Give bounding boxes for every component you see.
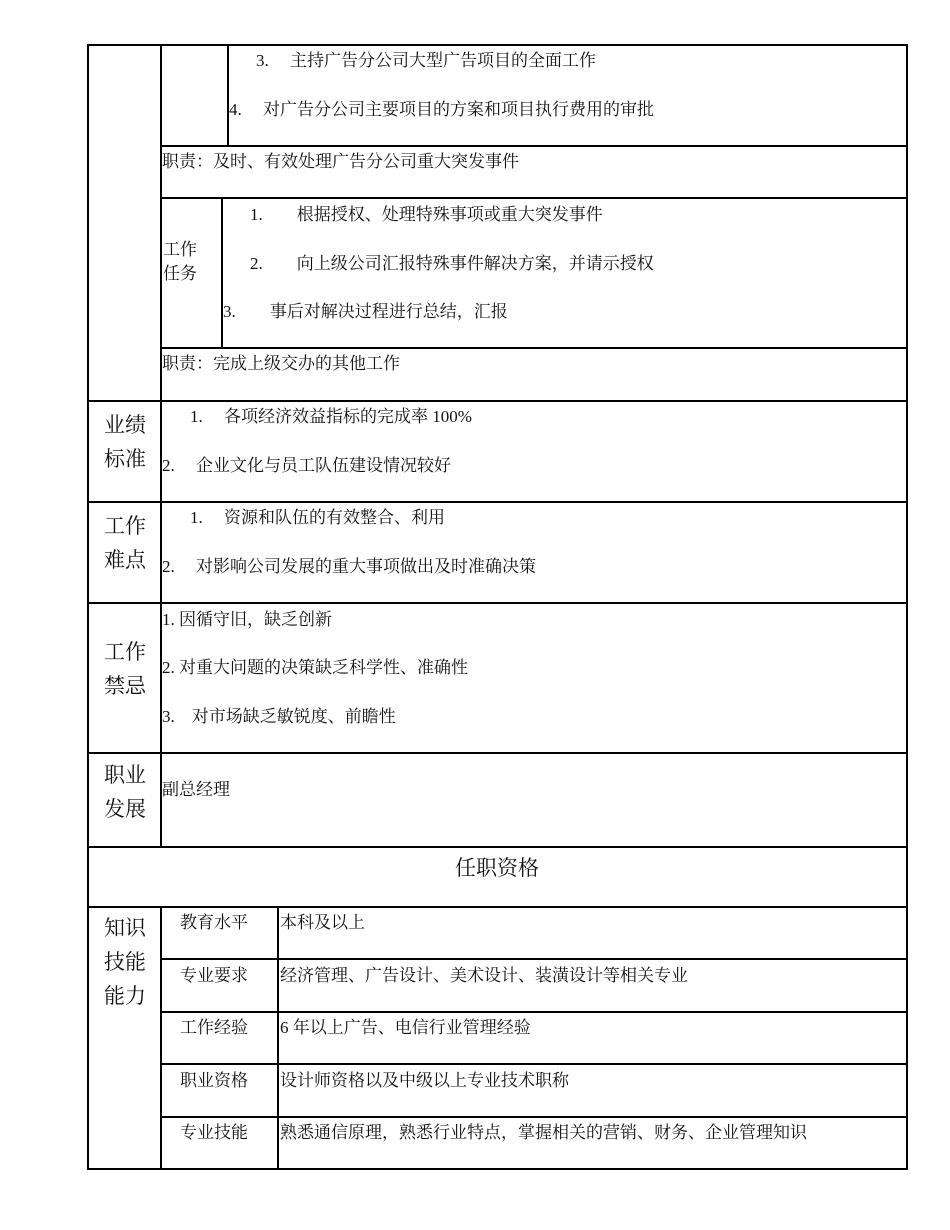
table-border-top [88,44,907,46]
qualification-key: 教育水平 [180,913,248,932]
taboo-item: 1. 因循守旧，缺乏创新 [162,610,332,629]
performance-item: 1. 各项经济效益指标的完成率 100% [190,407,472,426]
row-divider [160,197,907,199]
qualification-value: 设计师资格以及中级以上专业技术职称 [280,1071,569,1090]
table-border-right [906,44,908,1170]
row-divider [88,501,907,503]
task-item: 3. 主持广告分公司大型广告项目的全面工作 [256,51,596,70]
task-item: 4. 对广告分公司主要项目的方案和项目执行费用的审批 [229,100,654,119]
row-divider [88,400,907,402]
column-divider [227,44,229,146]
taboo-item: 3. 对市场缺乏敏锐度、前瞻性 [162,707,396,726]
qualification-key: 专业技能 [180,1123,248,1142]
column-divider [221,197,223,348]
row-divider [160,1063,907,1065]
row-divider [160,347,907,349]
career-label: 职业 发展 [104,763,146,821]
performance-item: 2. 企业文化与员工队伍建设情况较好 [162,456,451,475]
row-divider [160,1011,907,1013]
table-border-bottom [88,1168,907,1170]
difficulty-item: 2. 对影响公司发展的重大事项做出及时准确决策 [162,557,536,576]
knowledge-skill-label: 知识 技能 能力 [104,916,146,1008]
row-divider [160,958,907,960]
qualification-title: 任职资格 [455,856,539,880]
qualification-value: 6 年以上广告、电信行业管理经验 [280,1018,531,1037]
row-divider [88,602,907,604]
row-divider [88,752,907,754]
qualification-key: 专业要求 [180,966,248,985]
taboo-label: 工作 禁忌 [104,640,146,698]
row-divider [160,145,907,147]
row-divider [160,1116,907,1118]
task-item: 3. 事后对解决过程进行总结，汇报 [223,302,508,321]
difficulty-label: 工作 难点 [104,514,146,572]
career-value: 副总经理 [162,780,230,799]
qualification-key: 职业资格 [180,1071,248,1090]
column-divider [160,906,162,1170]
performance-label: 业绩 标准 [104,413,146,471]
difficulty-item: 1. 资源和队伍的有效整合、利用 [190,508,445,527]
table-border-left [87,44,89,1170]
task-item: 1. 根据授权、处理特殊事项或重大突发事件 [250,205,603,224]
qualification-value: 熟悉通信原理，熟悉行业特点，掌握相关的营销、财务、企业管理知识 [280,1123,807,1142]
qualification-key: 工作经验 [180,1018,248,1037]
taboo-item: 2. 对重大问题的决策缺乏科学性、准确性 [162,658,468,677]
duty-text: 职责：及时、有效处理广告分公司重大突发事件 [162,152,519,171]
column-divider [277,906,279,1170]
task-item: 2. 向上级公司汇报特殊事件解决方案，并请示授权 [250,254,654,273]
qualification-value: 经济管理、广告设计、美术设计、装潢设计等相关专业 [280,966,688,985]
qualification-value: 本科及以上 [280,913,365,932]
task-label: 工作 任务 [163,240,197,283]
duty-text: 职责：完成上级交办的其他工作 [162,354,400,373]
row-divider [88,846,907,848]
row-divider [88,906,907,908]
